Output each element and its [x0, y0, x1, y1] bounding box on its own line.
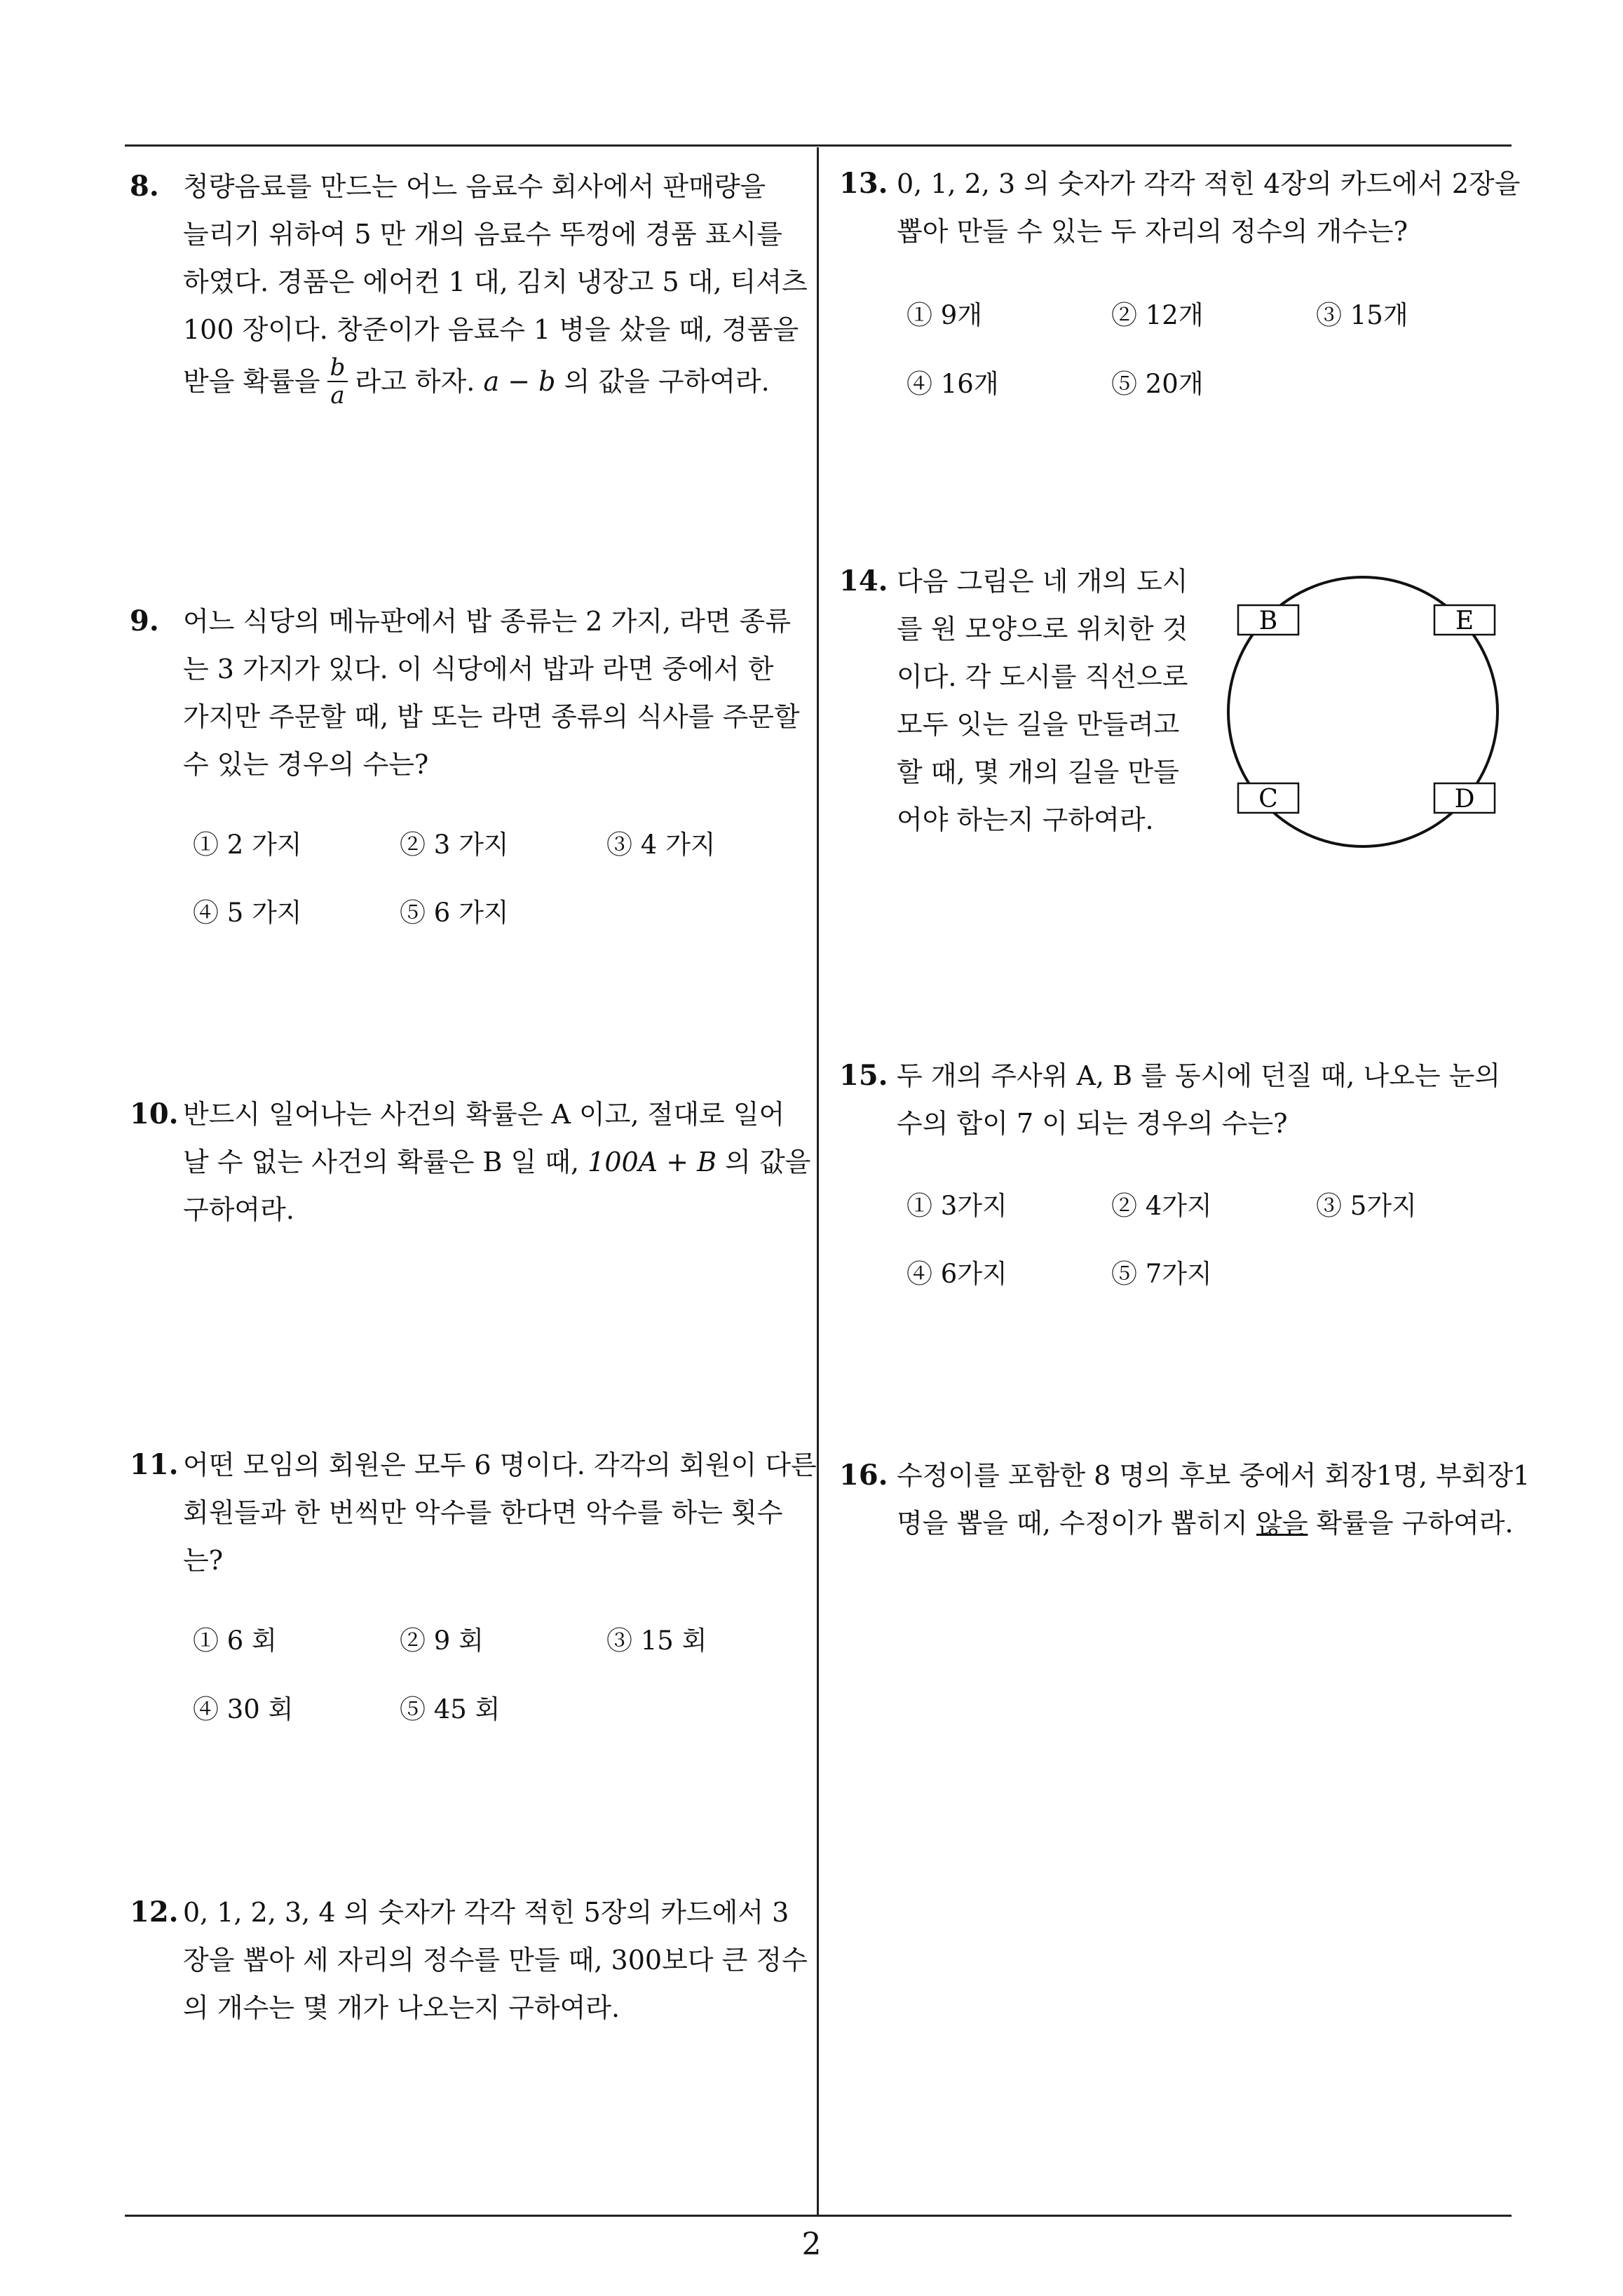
- question-number: 15.: [839, 1059, 888, 1092]
- choice-3[interactable]: ③ 15 회: [606, 1626, 707, 1656]
- question-text: 수의 합이 7 이 되는 경우의 수는?: [897, 1108, 1288, 1139]
- question-text: 0, 1, 2, 3, 4 의 숫자가 각각 적힌 5장의 카드에서 3: [183, 1897, 789, 1928]
- question-text: 모두 잇는 길을 만들려고: [897, 709, 1180, 740]
- text-fragment: 날 수 없는 사건의 확률은 B 일 때,: [183, 1147, 580, 1177]
- top-rule: [125, 144, 1512, 147]
- question-number: 8.: [130, 170, 159, 203]
- choice-1[interactable]: ① 6 회: [193, 1626, 277, 1656]
- page-number: 2: [801, 2227, 822, 2262]
- question-text: 0, 1, 2, 3 의 숫자가 각각 적힌 4장의 카드에서 2장을: [897, 168, 1521, 199]
- city-label-b: B: [1258, 607, 1278, 635]
- question-text-line-2: [897, 1499, 1530, 1547]
- choice-2[interactable]: ② 4가지: [1111, 1191, 1212, 1221]
- fraction-denominator: a: [330, 381, 345, 410]
- question-text: 100 장이다. 창준이가 음료수 1 병을 샀을 때, 경품을: [183, 314, 799, 345]
- question-text: 를 원 모양으로 위치한 것: [897, 614, 1188, 644]
- question-number: 11.: [130, 1448, 179, 1481]
- choice-4[interactable]: ④ 5 가지: [193, 898, 302, 928]
- question-text: 하였다. 경품은 에어컨 1 대, 김치 냉장고 5 대, 티셔츠: [183, 266, 808, 297]
- question-text: 반드시 일어나는 사건의 확률은 A 이고, 절대로 일어: [183, 1099, 785, 1130]
- question-text: 장을 뽑아 세 자리의 정수를 만들 때, 300보다 큰 정수: [183, 1945, 808, 1976]
- text-fragment: 확률을 구하여라.: [1316, 1508, 1514, 1539]
- choice-5[interactable]: ⑤ 20개: [1111, 369, 1204, 399]
- question-text: 어느 식당의 메뉴판에서 밥 종류는 2 가지, 라면 종류: [183, 606, 792, 637]
- choice-2[interactable]: ② 9 회: [400, 1626, 484, 1656]
- city-label-c: C: [1258, 785, 1278, 813]
- question-number: 9.: [130, 605, 159, 637]
- choices-q13: [906, 298, 1467, 403]
- question-text: 는 3 가지가 있다. 이 식당에서 밥과 라면 중에서 한: [183, 654, 774, 684]
- text-fragment: 명을 뽑을 때, 수정이가 뽑히지: [897, 1508, 1248, 1539]
- math-expression: a − b: [483, 366, 556, 397]
- choices-q11: [193, 1623, 754, 1729]
- choice-1[interactable]: ① 3가지: [906, 1191, 1007, 1221]
- choice-5[interactable]: ⑤ 6 가지: [400, 898, 509, 928]
- choice-4[interactable]: ④ 30 회: [193, 1694, 294, 1724]
- question-text: 어떤 모임의 회원은 모두 6 명이다. 각각의 회원이 다른: [183, 1450, 817, 1480]
- choice-4[interactable]: ④ 6가지: [906, 1259, 1007, 1289]
- question-number: 13.: [839, 167, 888, 200]
- choices-q15: [906, 1189, 1467, 1294]
- question-text: 수정이를 포함한 8 명의 후보 중에서 회장1명, 부회장1: [897, 1460, 1530, 1491]
- city-label-e: E: [1455, 607, 1474, 635]
- city-label-d: D: [1454, 785, 1475, 813]
- city-circle-figure: [1227, 572, 1507, 859]
- choice-5[interactable]: ⑤ 45 회: [400, 1694, 501, 1724]
- question-text: 구하여라.: [183, 1194, 294, 1225]
- question-text: 어야 하는지 구하여라.: [897, 804, 1154, 835]
- question-text: 의 개수는 몇 개가 나오는지 구하여라.: [183, 1992, 620, 2023]
- text-fragment: 의 값을 구하여라.: [564, 366, 770, 397]
- question-text-last-line: [183, 353, 808, 410]
- question-text: 다음 그림은 네 개의 도시: [897, 566, 1188, 597]
- choice-4[interactable]: ④ 16개: [906, 369, 999, 399]
- text-fragment: 받을 확률을: [183, 366, 320, 397]
- question-text: 가지만 주문할 때, 밥 또는 라면 종류의 식사를 주문할: [183, 701, 800, 732]
- choice-3[interactable]: ③ 4 가지: [606, 830, 716, 860]
- fraction-numerator: b: [327, 354, 348, 382]
- question-text: 이다. 각 도시를 직선으로: [897, 661, 1188, 692]
- question-text: 는?: [183, 1545, 224, 1576]
- underlined-word: 않을: [1256, 1508, 1308, 1539]
- question-number: 14.: [839, 565, 888, 597]
- question-number: 10.: [130, 1098, 179, 1130]
- text-fragment: 의 값을: [725, 1147, 811, 1177]
- question-text: 회원들과 한 번씩만 악수를 한다면 악수를 하는 횟수: [183, 1497, 783, 1528]
- choice-3[interactable]: ③ 15개: [1316, 300, 1408, 330]
- choice-1[interactable]: ① 9개: [906, 300, 983, 330]
- math-expression: 100A + B: [588, 1147, 717, 1177]
- question-text: 청량음료를 만드는 어느 음료수 회사에서 판매량을: [183, 171, 766, 202]
- fraction: [327, 354, 348, 409]
- question-text: 두 개의 주사위 A, B 를 동시에 던질 때, 나오는 눈의: [897, 1060, 1501, 1091]
- choice-1[interactable]: ① 2 가지: [193, 830, 302, 860]
- text-fragment: 라고 하자.: [355, 366, 475, 397]
- question-text-line-2: [183, 1138, 810, 1186]
- choices-q9: [193, 828, 754, 933]
- question-text: 수 있는 경우의 수는?: [183, 749, 429, 780]
- question-number: 16.: [839, 1459, 888, 1492]
- question-text: 뽑아 만들 수 있는 두 자리의 정수의 개수는?: [897, 216, 1408, 247]
- choice-5[interactable]: ⑤ 7가지: [1111, 1259, 1212, 1289]
- choice-3[interactable]: ③ 5가지: [1316, 1191, 1417, 1221]
- question-text: 할 때, 몇 개의 길을 만들: [897, 757, 1179, 788]
- column-divider: [817, 147, 819, 2216]
- choice-2[interactable]: ② 12개: [1111, 300, 1204, 330]
- question-text: 늘리기 위하여 5 만 개의 음료수 뚜껑에 경품 표시를: [183, 219, 782, 250]
- question-number: 12.: [130, 1896, 179, 1929]
- choice-2[interactable]: ② 3 가지: [400, 830, 509, 860]
